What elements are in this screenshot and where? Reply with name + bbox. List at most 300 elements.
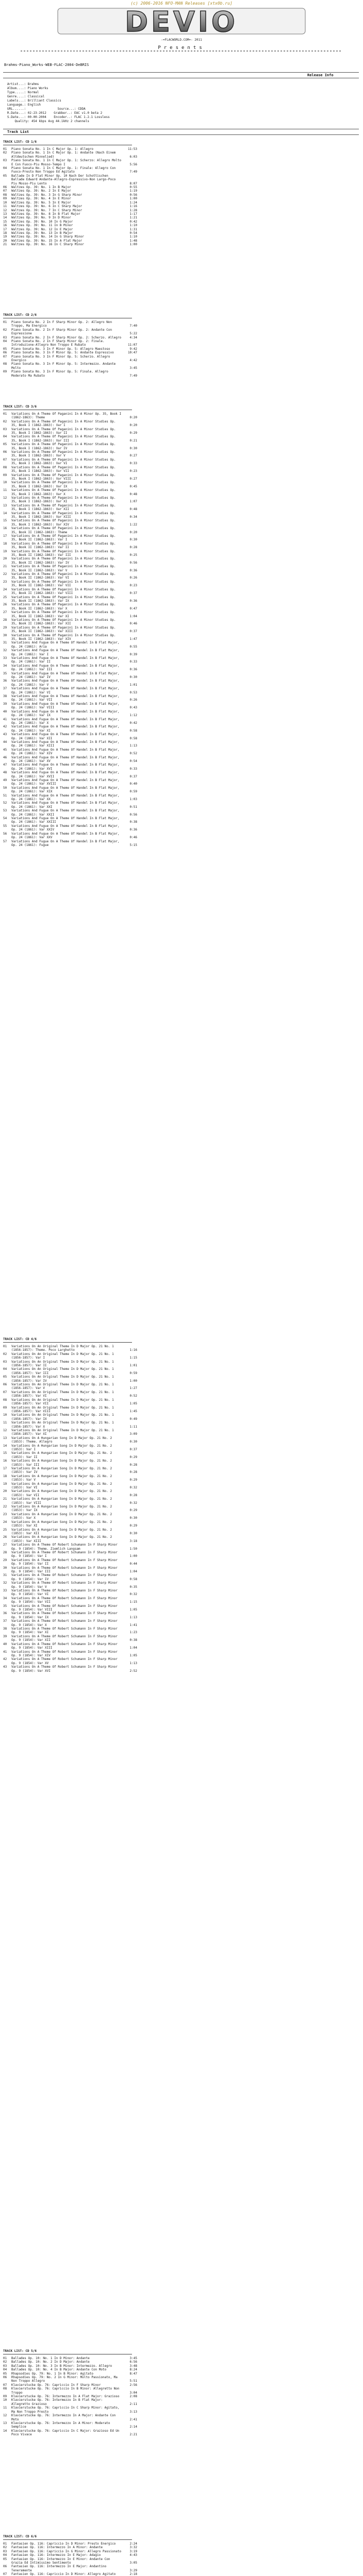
track-number: 19	[3, 549, 7, 553]
track-duration: 1:03	[129, 798, 137, 802]
logo-text: DEVIO	[125, 6, 238, 38]
cd-header: TRACK LIST: CD 1/6	[3, 140, 37, 144]
track-number: 20	[3, 557, 7, 561]
track-duration: 0:26	[129, 576, 137, 580]
track-duration: 1:21	[129, 216, 137, 220]
track-title: Variations On A Theme Of Robert Schumann In F Sharp Minor Op. 9 (1854): Var I	[11, 1550, 118, 1558]
track-duration: 8:24	[129, 2368, 137, 2372]
track-title: Waltzes Op. 39: No. 11 In B Minor	[11, 224, 73, 228]
track-number: 13	[3, 1436, 7, 1440]
track-number: 55	[3, 824, 7, 828]
track-title: Waltzes Op. 39: No. 8 In B Flat Major	[11, 212, 80, 216]
track-duration: 0:21	[129, 438, 137, 443]
track-title: Variations And Fugue On A Theme Of Handel In B Flat Major, Op. 24 (1861): Var XVII	[11, 771, 120, 778]
track-number: 20	[3, 1489, 7, 1494]
track-title: Variations And Fugue On A Theme Of Handel In B Flat Major, Op. 24 (1861): Aria	[11, 641, 120, 649]
track-duration: 1:16	[129, 205, 137, 209]
track-number: 28	[3, 1550, 7, 1554]
track-duration: 0:53	[129, 690, 137, 694]
track-number: 37	[3, 1619, 7, 1623]
track-number: 19	[3, 1482, 7, 1486]
track-number: 22	[3, 572, 7, 577]
track-row	[3, 2546, 137, 2549]
track-row	[3, 193, 137, 197]
track-row	[3, 771, 137, 778]
track-title: Ballades Op. 10: No. 1 In D Minor: Andante	[11, 2357, 90, 2360]
track-number: 26	[3, 1535, 7, 1539]
track-number: 28	[3, 618, 7, 622]
track-title: Variations On A Theme Of Paganini In A Minor Studies Op. 35, Book I (1862-1863): Var VI	[11, 457, 116, 466]
track-duration: 0:33	[129, 462, 137, 466]
track-duration: 1:17	[129, 212, 137, 216]
track-title: Variations On A Theme Of Robert Schumann In F Sharp Minor Op. 9 (1854): Var VI	[11, 1589, 118, 1597]
track-title: Variations On A Theme Of Paganini In A Minor Studies Op. 35, Book II (1862-1863): Var X	[11, 603, 116, 611]
track-duration: 0:59	[129, 1371, 137, 1375]
track-row	[3, 1573, 137, 1581]
track-duration: 1:41	[129, 1623, 137, 1627]
track-title: Variations On A Theme Of Paganini In A Minor Studies Op. 35, Book II (1862-1863): Var V	[11, 565, 116, 572]
track-row	[3, 340, 137, 347]
track-duration: 0:47	[129, 606, 137, 611]
track-title: Variations And Fugue On A Theme Of Handel In B Flat Major, Op. 24 (1861): Var XVI	[11, 763, 120, 771]
track-row	[3, 634, 137, 641]
track-duration: 1:13	[129, 1661, 137, 1665]
track-row	[3, 725, 137, 733]
track-row	[3, 243, 137, 246]
track-number: 04	[3, 2368, 7, 2372]
track-title: Variations On A Theme Of Paganini In A Minor Studies Op. 35, Book I (1862-1863): Var IV	[11, 443, 116, 450]
track-title: Waltzes Op. 39: No. 1 In B Major	[11, 185, 71, 190]
track-duration: 0:54	[129, 231, 137, 235]
track-number: 34	[3, 664, 7, 668]
track-row	[3, 239, 137, 243]
track-title: Variations On An Original Theme In D Major Op. 21 No. 1 (1856-1857): Var I	[11, 1352, 114, 1360]
track-duration: 0:36	[129, 828, 137, 832]
release-info-header	[3, 72, 359, 78]
track-title: Variations On An Original Theme In D Major Op. 21 No. 1 (1856-1857): Var V	[11, 1383, 114, 1391]
info-type: Type.....: Normal	[7, 91, 39, 94]
track-row	[3, 718, 137, 725]
track-number: 05	[3, 2557, 7, 2561]
track-row	[3, 1635, 137, 1642]
track-number: 10	[3, 1413, 7, 1417]
track-number: 16	[3, 1459, 7, 1463]
track-title: Variations And Fugue On A Theme Of Handel In B Flat Major, Op. 24 (1861): Var XIII	[11, 740, 120, 748]
track-row	[3, 231, 137, 235]
track-title: Variations On A Theme Of Paganini In A Minor Studies Op. 35, Book II (1862-1863): Var XI	[11, 611, 116, 618]
track-title: Variations On A Hungarian Song In D Major Op. 21 No. 2 (1853): Var IX	[11, 1505, 112, 1513]
track-title: Klavierstucke Op. 76: Intermezzo In A Flat Major: Grazioso	[11, 2395, 120, 2399]
track-duration: 4:34	[129, 335, 137, 340]
track-duration: 1:05	[129, 1402, 137, 1406]
track-number: 04	[3, 1367, 7, 1371]
track-duration: 0:30	[129, 1531, 137, 1535]
track-duration: 3:04	[129, 2391, 137, 2395]
track-row	[3, 1421, 137, 1429]
track-number: 01	[3, 1345, 7, 1348]
track-number: 13	[3, 503, 7, 507]
track-number: 10	[3, 481, 7, 485]
track-duration: 0:56	[129, 193, 137, 197]
track-title: Variations On An Original Theme In D Major Op. 21 No. 1 (1856-1857): Var IX	[11, 1413, 114, 1421]
track-title: Variations And Fugue On A Theme Of Handel In B Flat Major, Op. 24 (1861): Var XIX	[11, 786, 120, 794]
track-duration: 1:10	[129, 235, 137, 239]
track-number: 10	[3, 2398, 7, 2402]
track-duration: 0:56	[129, 561, 137, 565]
track-number: 51	[3, 793, 7, 798]
track-title: Variations On A Theme Of Robert Schumann In F Sharp Minor Op. 9 (1854): Var X	[11, 1619, 118, 1627]
track-title: Waltzes Op. 39: No. 14 In G Sharp Minor	[11, 235, 84, 239]
track-title: Klavierstucke Op. 76: Intermezzo In A Major: Andante Con Moto	[11, 2414, 116, 2421]
track-title: Variations And Fugue On A Theme Of Handel In B Flat Major, Op. 24 (1861): Var VII	[11, 694, 120, 702]
track-title: Variations On A Theme Of Robert Schumann In F Sharp Minor Op. 9 (1854): Var XI	[11, 1627, 118, 1635]
track-duration: 4:42	[129, 359, 137, 363]
track-row	[3, 1558, 137, 1566]
track-title: Variations On A Hungarian Song In D Major Op. 21 No. 2 (1853): Var XII	[11, 1528, 112, 1535]
track-duration: 3:05	[129, 2561, 137, 2565]
release-title: Brahms-Piano_Works-WEB-FLAC-2004-DeBRIS	[4, 63, 89, 67]
track-duration: 1:12	[129, 714, 137, 718]
track-row	[3, 504, 137, 512]
track-duration: 0:38	[129, 820, 137, 824]
track-title: Piano Sonata No. 3 In F Minor Op. 5: Scherzo. Allegro Energico	[11, 354, 110, 363]
track-duration: 1:10	[129, 224, 137, 228]
track-number: 52	[3, 801, 7, 805]
track-duration: 1:50	[129, 1547, 137, 1551]
track-row	[3, 1429, 137, 1436]
track-row	[3, 1406, 137, 1414]
track-title: Variations On An Original Theme In D Major Op. 21 No. 1 (1856-1857): Var VI	[11, 1390, 114, 1398]
track-title: Klavierstucke Op. 76: Intermezzo In B Flat Major: Allegretto Grazioso	[11, 2398, 103, 2406]
track-row	[3, 679, 137, 687]
info-genre: Genre....: Classical	[7, 95, 45, 98]
track-list-header	[3, 129, 359, 135]
track-row	[3, 656, 137, 664]
track-number: 38	[3, 1627, 7, 1631]
track-number: 02	[3, 2546, 7, 2550]
track-number: 23	[3, 1512, 7, 1516]
track-number: 39	[3, 702, 7, 706]
track-number: 05	[3, 347, 7, 351]
track-title: Variations On An Original Theme In D Major Op. 21 No. 1 (1856-1857): Var II	[11, 1360, 114, 1368]
track-duration: 0:36	[129, 668, 137, 672]
track-title: Variations On A Theme Of Paganini In A Minor Studies Op. 35, Book I (1862-1863): Var XIII	[11, 511, 116, 519]
track-title: Variations And Fugue On A Theme Of Handel In B Flat Major, Op. 24 (1861): Var IV	[11, 671, 120, 680]
track-duration: 2:52	[129, 1669, 137, 1673]
track-duration: 0:34	[129, 515, 137, 519]
track-row	[3, 496, 137, 504]
track-title: Variations On A Hungarian Song In D Major Op. 21 No. 2 (1853): Var XIII	[11, 1535, 112, 1543]
track-row	[3, 1513, 137, 1520]
track-duration: 6:03	[129, 155, 137, 159]
track-row	[3, 649, 137, 656]
track-title: Variations On A Hungarian Song In D Major Op. 21 No. 2 (1853): Var IV	[11, 1467, 112, 1475]
track-title: Ballade In D Flat Minor Op. 10 Nach Der Schottischen Ballade Edward Andante-Allegro-Espressivo-Non Largo-Poco Piu Mosso-Piu Lento	[11, 174, 116, 185]
track-title: Waltzes Op. 39: No. 13 In B Major	[11, 231, 73, 235]
track-row	[3, 1604, 137, 1612]
track-row	[3, 832, 137, 840]
track-row	[3, 1597, 137, 1604]
track-number: 12	[3, 496, 7, 500]
track-row	[3, 351, 137, 354]
track-number: 18	[3, 231, 7, 235]
track-title: Variations On A Theme Of Paganini In A Minor Studies Op. 35, Book II (1862-1863): Theme	[11, 527, 116, 534]
track-number: 02	[3, 419, 7, 423]
release-info-table	[7, 82, 110, 124]
track-title: Variations On A Hungarian Song In D Major Op. 21 No. 2 (1853): Var I	[11, 1444, 112, 1451]
track-title: Variations On A Hungarian Song In D Major Op. 21 No. 2 (1853): Theme. Allegro	[11, 1436, 112, 1444]
track-row	[3, 1589, 137, 1597]
track-title: Waltzes Op. 39: No. 12 In E Major	[11, 227, 73, 231]
track-duration: 0:46	[129, 622, 137, 626]
track-number: 12	[3, 2414, 7, 2418]
track-number: 31	[3, 641, 7, 645]
track-duration: 1:13	[129, 744, 137, 748]
track-row	[3, 1345, 137, 1352]
track-row	[3, 147, 137, 151]
track-number: 14	[3, 1444, 7, 1448]
track-number: 30	[3, 633, 7, 637]
track-row	[3, 1627, 137, 1635]
track-duration: 0:37	[129, 591, 137, 596]
track-number: 02	[3, 2360, 7, 2364]
track-duration: 0:55	[129, 185, 137, 190]
track-title: Variations On A Theme Of Paganini In A Minor Studies Op. 35, Book I (1862-1863): Var III	[11, 435, 116, 443]
track-duration: 3:48	[129, 2364, 137, 2368]
track-title: Variations On A Theme Of Robert Schumann In F Sharp Minor Op. 9 (1854): Var III	[11, 1566, 118, 1573]
cd-header: TRACK LIST: CD 6/6	[3, 2535, 37, 2538]
track-title: Rhapsodies Op. 79: No. 1 In B Minor: Agitato	[11, 2371, 93, 2376]
track-row	[3, 2557, 137, 2565]
track-title: Variations On A Theme Of Paganini In A Minor Studies Op. 35, Book I (1862-1863): Var XI	[11, 496, 116, 504]
track-duration: 0:58	[129, 736, 137, 740]
track-row	[3, 151, 137, 159]
track-row	[3, 778, 137, 786]
track-row	[3, 1520, 137, 1528]
track-row	[3, 458, 137, 466]
track-duration: 7:49	[129, 374, 137, 378]
track-number: 29	[3, 625, 7, 630]
track-title: Fantasien Op. 116: Capriccio In D Minor: Allegro Agitato	[11, 2572, 116, 2576]
track-title: Piano Sonata No. 1 In C Major Op. 1: Scherzo: Allegro Molto E Con Fuoco-Piu Mosso-Tempo I	[11, 159, 122, 166]
track-title: Variations And Fugue On A Theme Of Handel In B Flat Major, Op. 24 (1861): Var VI	[11, 687, 120, 694]
track-number: 53	[3, 809, 7, 813]
track-title: Ballades Op. 10: No. 2 In D Major: Andante	[11, 2360, 90, 2364]
track-title: Variations On A Hungarian Song In D Major Op. 21 No. 2 (1853): Var VIII	[11, 1497, 112, 1505]
track-duration: 3:45	[129, 366, 137, 370]
track-title: Variations On A Theme Of Robert Schumann In F Sharp Minor Op. 9 (1854): Var VIII	[11, 1604, 118, 1612]
track-title: Variations And Fugue On A Theme Of Handel In B Flat Major, Op. 24 (1861): Var VIII	[11, 702, 120, 710]
info-release-date: R.Date...: 02-23-2012 Grabber..: EAC v1.0 beta 2	[7, 111, 103, 115]
track-row	[3, 1543, 137, 1551]
track-row	[3, 817, 137, 824]
track-duration: 0:23	[129, 469, 137, 473]
track-duration: 0:42	[129, 219, 137, 224]
track-row	[3, 641, 137, 649]
track-duration: 3:45	[129, 2357, 137, 2360]
track-duration: 0:55	[129, 645, 137, 649]
track-row	[3, 626, 137, 634]
track-number: 41	[3, 1650, 7, 1654]
track-number: 31	[3, 1573, 7, 1578]
track-number: 04	[3, 166, 7, 171]
track-row	[3, 596, 137, 603]
track-number: 01	[3, 320, 7, 324]
track-duration: 0:29	[129, 1478, 137, 1482]
track-number: 17	[3, 1467, 7, 1470]
presents-label: Presents	[158, 45, 205, 50]
track-duration: 0:28	[129, 1470, 137, 1475]
track-title: Klavierstucke Op. 76: Intermezzo In A Minor: Moderato Semplice	[11, 2421, 110, 2429]
track-number: 20	[3, 239, 7, 243]
track-title: Fantasien Op. 116: Intermezzo In E Minor: Andante Con Grazia Ed Intimissimo Sentimento	[11, 2557, 110, 2565]
track-list	[3, 2542, 137, 2576]
track-row	[3, 320, 137, 328]
track-number: 08	[3, 465, 7, 469]
track-row	[3, 1581, 137, 1589]
track-number: 21	[3, 565, 7, 569]
cd-header-rule	[3, 2539, 132, 2540]
track-number: 07	[3, 2383, 7, 2387]
track-list	[3, 1345, 137, 1673]
track-title: Variations On A Theme Of Paganini In A Minor Studies Op. 35, Book I (1862-1863): Var II	[11, 427, 116, 435]
track-duration: 1:00	[129, 243, 137, 247]
track-number: 09	[3, 197, 7, 201]
track-title: Variations And Fugue On A Theme Of Handel In B Flat Major, Op. 24 (1861): Var II	[11, 656, 120, 664]
release-group-logo	[37, 3, 326, 40]
track-title: Waltzes Op. 39: No. 10 In G Major	[11, 219, 73, 224]
info-album: Album....: Piano Works	[7, 87, 48, 90]
track-duration: 0:58	[129, 1577, 137, 1581]
track-number: 39	[3, 1634, 7, 1638]
track-number: 05	[3, 443, 7, 447]
track-row	[3, 1444, 137, 1452]
track-row	[3, 2387, 137, 2395]
track-title: Piano Sonata No. 2 In F Sharp Minor Op. 2: Scherzo. Allegro	[11, 335, 122, 340]
track-title: Variations On An Original Theme In D Major Op. 21 No. 1 (1856-1857): Var III	[11, 1367, 114, 1375]
cd-header: TRACK LIST: CD 2/6	[3, 313, 37, 317]
track-number: 38	[3, 694, 7, 699]
track-title: Ballades Op. 10: No. 4 In B Major: Andante Con Moto	[11, 2368, 107, 2372]
track-number: 37	[3, 687, 7, 691]
track-row	[3, 197, 137, 200]
track-title: Waltzes Op. 39: No. 5 In E Major	[11, 200, 71, 205]
release-info-label: Release Info	[307, 73, 334, 77]
track-duration: 1:04	[129, 614, 137, 618]
track-duration: 0:44	[129, 1562, 137, 1566]
track-number: 07	[3, 354, 7, 359]
track-duration: 0:45	[129, 484, 137, 488]
track-title: Waltzes Op. 39: No. 2 In E Major	[11, 189, 71, 193]
track-number: 19	[3, 235, 7, 239]
track-title: Variations On A Hungarian Song In D Major Op. 21 No. 2 (1853): Var VI	[11, 1482, 112, 1490]
track-duration: 1:05	[129, 1653, 137, 1657]
track-title: Variations On A Hungarian Song In D Major Op. 21 No. 2 (1853): Var III	[11, 1459, 112, 1467]
track-row	[3, 435, 137, 443]
track-duration: 1:13	[129, 1615, 137, 1619]
track-title: Piano Sonata No. 3 In F Minor Op. 5: Finale. Allegro Moderato Ma Rubato	[11, 370, 108, 378]
track-title: Variations On A Theme Of Paganini In A Minor Studies Op. 35, Book I (1862-1863): Var IX	[11, 481, 116, 488]
track-row	[3, 542, 137, 550]
track-number: 24	[3, 587, 7, 591]
track-duration: 1:01	[129, 1364, 137, 1368]
track-title: Variations On A Theme Of Paganini In A Minor Studies Op. 35, Book II (1862-1863): Var XIV	[11, 633, 116, 641]
track-number: 04	[3, 435, 7, 439]
track-number: 25	[3, 1528, 7, 1532]
track-number: 09	[3, 1405, 7, 1410]
track-title: Variations On An Original Theme In D Major Op. 21 No. 1 (1856-1857): Var XI	[11, 1428, 114, 1436]
track-number: 21	[3, 1497, 7, 1501]
track-title: Piano Sonata No. 2 In F Sharp Minor Op. 2: Andante Con Espressione	[11, 328, 112, 336]
track-title: Variations On A Theme Of Robert Schumann In F Sharp Minor Op. 9 (1854): Var II	[11, 1558, 118, 1566]
track-title: Variations On A Theme Of Paganini In A Minor Studies Op. 35, Book I (1862-1863): Var XIV	[11, 519, 116, 527]
track-number: 15	[3, 1451, 7, 1455]
track-title: Klavierstucke Op. 76: Capriccio In B Minor: Allegretto Non Troppo	[11, 2387, 120, 2395]
track-row	[3, 2572, 137, 2576]
track-duration: 1:00	[129, 197, 137, 201]
track-title: Fantasien Op. 116: Intermezzo In E Major: Andantino Teneramente	[11, 2565, 107, 2572]
track-duration: 0:27	[129, 477, 137, 481]
track-duration: 0:28	[129, 546, 137, 550]
track-title: Klavierstucke Op. 76: Capriccio In F Sharp Minor	[11, 2383, 101, 2387]
track-duration: 3:19	[129, 2549, 137, 2553]
track-row	[3, 2395, 137, 2398]
track-title: Waltzes Op. 39: No. 15 In A Flat Major	[11, 239, 82, 243]
track-duration: 0:49	[129, 1417, 137, 1421]
track-row	[3, 710, 137, 718]
track-row	[3, 1375, 137, 1383]
track-duration: 11:53	[127, 147, 137, 151]
track-duration: 0:37	[129, 630, 137, 634]
info-label: Labels...: Brilliant Classics	[7, 99, 61, 103]
track-number: 03	[3, 427, 7, 431]
track-title: Piano Sonata No. 1 In C Major Op. 1: Finale: Allegro Con Fuoco-Presto Non Troppo Ed Agitato	[11, 166, 116, 174]
track-duration: 0:39	[129, 652, 137, 656]
track-row	[3, 580, 137, 588]
track-row	[3, 1619, 137, 1627]
track-number: 13	[3, 212, 7, 216]
track-row	[3, 362, 137, 370]
track-row	[3, 2357, 137, 2360]
track-duration: 0:46	[129, 836, 137, 840]
track-number: 32	[3, 649, 7, 653]
track-number: 34	[3, 1596, 7, 1600]
track-number: 35	[3, 1604, 7, 1608]
track-row	[3, 205, 137, 208]
track-title: Variations On An Original Theme In D Major Op. 21 No. 1 (1856-1857): Var IV	[11, 1375, 114, 1383]
track-title: Variations On A Theme Of Paganini In A Minor Studies Op. 35, Book II (1862-1863): Var VII	[11, 580, 116, 588]
track-number: 17	[3, 227, 7, 231]
track-title: Variations And Fugue On A Theme Of Handel In B Flat Major, Op. 24 (1861): Var X	[11, 717, 120, 725]
track-number: 07	[3, 189, 7, 193]
track-number: 26	[3, 603, 7, 607]
track-duration: 0:32	[129, 1501, 137, 1505]
track-number: 07	[3, 457, 7, 462]
track-duration: 1:16	[129, 1348, 137, 1352]
track-title: Variations On A Theme Of Robert Schumann In F Sharp Minor Op. 9 (1854): Theme. Ziemlich Langsam	[11, 1543, 118, 1551]
track-number: 56	[3, 832, 7, 836]
track-number: 07	[3, 2572, 7, 2576]
track-number: 44	[3, 740, 7, 744]
track-title: Variations On A Theme Of Paganini In A Minor Studies Op. 35, Book I (1862-1863): Var VIII	[11, 473, 116, 481]
track-number: 15	[3, 219, 7, 224]
track-row	[3, 1413, 137, 1421]
track-duration: 0:26	[129, 698, 137, 702]
track-title: Variations On A Theme Of Robert Schumann In F Sharp Minor Op. 9 (1854): Var XII	[11, 1634, 118, 1642]
track-number: 42	[3, 725, 7, 729]
track-row	[3, 2364, 137, 2368]
track-number: 06	[3, 351, 7, 355]
